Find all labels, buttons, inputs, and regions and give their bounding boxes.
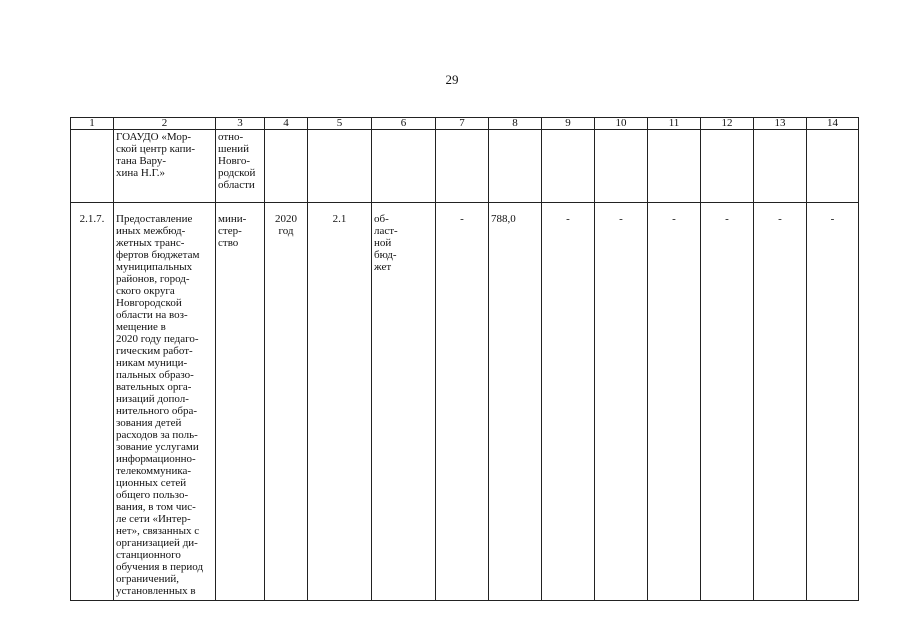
column-number: 1	[71, 118, 114, 130]
column-number: 10	[595, 118, 648, 130]
column-number: 5	[308, 118, 372, 130]
table-cell: ГОАУДО «Мор- ской центр капи- тана Вару- хина Н.Г.»	[114, 130, 216, 203]
amount-cell: -	[807, 203, 859, 601]
amount-cell: 788,0	[489, 203, 542, 601]
table-cell: отно- шений Новго- родской области	[216, 130, 265, 203]
table-cell	[308, 130, 372, 203]
amount-cell: -	[701, 203, 754, 601]
header-row	[71, 118, 859, 130]
funding-source-cell: об- ласт- ной бюд- жет	[372, 203, 436, 601]
table-cell	[754, 130, 807, 203]
table-cell	[265, 130, 308, 203]
amount-cell: -	[595, 203, 648, 601]
column-number: 11	[648, 118, 701, 130]
amount-cell: -	[648, 203, 701, 601]
table-cell	[542, 130, 595, 203]
column-number: 12	[701, 118, 754, 130]
measure-name-cell: Предоставление иных межбюд- жетных транс- фертов бюджетам муниципальных районов, город- ского округа Новгородской области на воз- мещение в 2020 году педаго- гическим работ- никам муници- пальных образо- вательных орга- низаций допол- нительного обра- зования детей расходов за поль- зование услугами информационно- телекоммуника- ционных сетей общего пользо- вания, в том чис- ле сети «Интер- нет», связанных с организацией ди- станционного обучения в период ограничений, установленных в	[114, 203, 216, 601]
target-index-cell: 2.1	[308, 203, 372, 601]
amount-cell: -	[542, 203, 595, 601]
table-cell	[71, 130, 114, 203]
period-cell: 2020 год	[265, 203, 308, 601]
column-number: 7	[436, 118, 489, 130]
amount-cell: -	[754, 203, 807, 601]
table-cell	[595, 130, 648, 203]
program-table	[70, 117, 859, 601]
column-number: 14	[807, 118, 859, 130]
column-number: 13	[754, 118, 807, 130]
table-cell	[648, 130, 701, 203]
table-cell	[807, 130, 859, 203]
column-number: 6	[372, 118, 436, 130]
table-row	[71, 130, 859, 203]
column-number: 3	[216, 118, 265, 130]
table-cell	[372, 130, 436, 203]
column-number: 2	[114, 118, 216, 130]
table-cell	[489, 130, 542, 203]
column-number: 4	[265, 118, 308, 130]
table-row	[71, 203, 859, 601]
page-number: 29	[445, 72, 459, 87]
executor-cell: мини- стер- ство	[216, 203, 265, 601]
table-cell	[701, 130, 754, 203]
column-number: 9	[542, 118, 595, 130]
table-cell	[436, 130, 489, 203]
amount-cell: -	[436, 203, 489, 601]
row-number-cell: 2.1.7.	[71, 203, 114, 601]
column-number: 8	[489, 118, 542, 130]
